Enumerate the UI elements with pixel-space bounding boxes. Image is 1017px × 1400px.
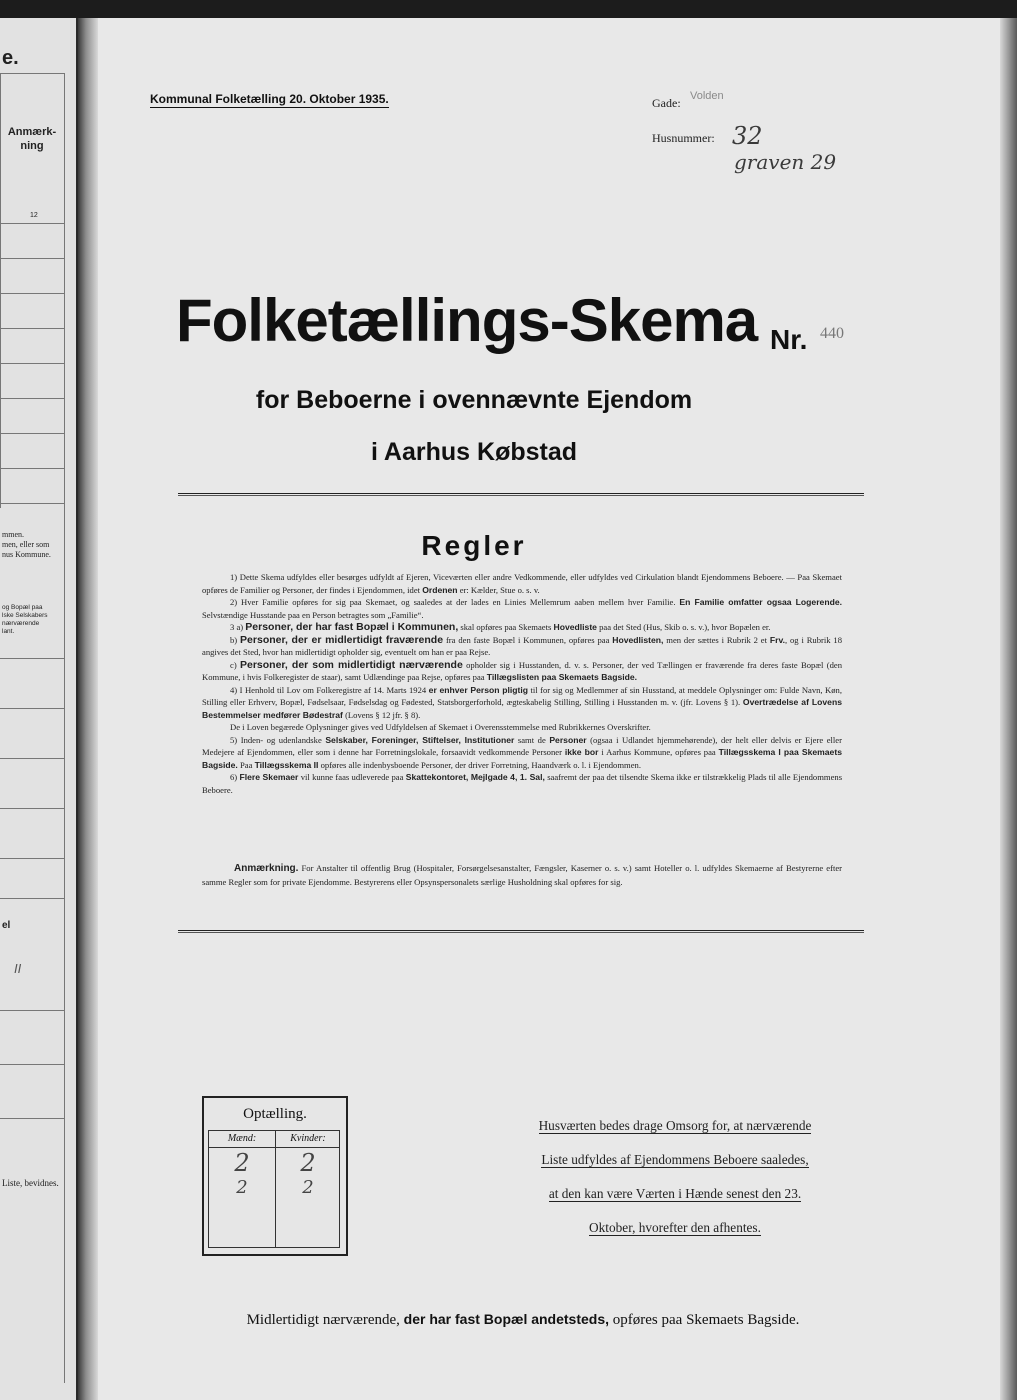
- divider: [0, 1064, 64, 1065]
- divider: [0, 328, 64, 329]
- form-subtitle: for Beboerne i ovennævnte Ejendom: [255, 386, 693, 414]
- divider: [0, 758, 64, 759]
- facing-page-column-header: Anmærk- ning: [7, 126, 57, 152]
- divider: [209, 1147, 339, 1148]
- divider: [0, 1118, 64, 1119]
- rule-2: 2) Hver Familie opføres for sig paa Skemaet, og saaledes at der lades en Linies Mellemrum aaben mellem hver Familie. En Familie omfatter ogsaa Logerende. Selvstændige Husstande paa en Person betragtes som „Familie“.: [202, 597, 842, 620]
- women-count-check: 2: [302, 1177, 314, 1198]
- rules-heading: Regler: [421, 530, 527, 561]
- facing-page-column-number: 12: [30, 212, 38, 219]
- men-count: 2: [234, 1149, 250, 1177]
- census-form-page: [98, 18, 1000, 1400]
- landlord-notice: [502, 1115, 848, 1251]
- divider: [0, 293, 64, 294]
- book-gutter: [78, 18, 98, 1400]
- street-label: Gade:: [652, 96, 681, 110]
- street-value: Volden: [690, 90, 724, 102]
- rule-1: 1) Dette Skema udfyldes eller besørges udfyldt af Ejeren, Viceværten eller andre Vedkommende, eller udfyldes ved Cirkulation blandt Ejendommens Beboere. — Paa Skemaet opføres de Familier og Personer, der findes i Ejendommen, idet Ordenen er: Kælder, Stue o. s. v.: [202, 572, 842, 595]
- form-title: Folketællings-Skema: [176, 287, 758, 354]
- annotation-label: Anmærkning.: [234, 863, 299, 874]
- annotation-text: For Anstalter til offentlig Brug (Hospitaler, Forsørgelsesanstalter, Fængsler, Kaserner o. s. v.) samt Hoteller o. l. udfyldes Skemaerne af Bestyrerne efter samme Regler som for private Ejendomme. Bestyrerens eller Opsynspersonalets særlige Husholdning skal opføres for sig.: [202, 863, 843, 887]
- rule-5: 5) Inden- og udenlandske Selskaber, Foreninger, Stiftelser, Institutioner samt de Personer (ogsaa i Udlandet hjemmehørende), der helt eller delvis er Ejere eller Medejere af Ejendommen, eller som i denne har Forretningslokale, forsaavidt vedkommende Personer ikke bor i Aarhus Kommune, opføres paa Tillægsskema I paa Skemaets Bagside. Paa Tillægsskema II opføres alle indenbysboende Personer, der driver Forretning, Haandværk o. l. i Ejendommen.: [202, 734, 842, 770]
- form-subtitle-city: i Aarhus Købstad: [370, 438, 578, 466]
- divider: [0, 258, 64, 259]
- census-header-title: Kommunal Folketælling 20. Oktober 1935.: [150, 92, 389, 106]
- form-number-value: 440: [820, 325, 844, 342]
- divider: [64, 73, 65, 1383]
- rules-text: [202, 571, 842, 796]
- women-label: Kvinder:: [290, 1133, 326, 1144]
- men-label: Mænd:: [227, 1133, 257, 1144]
- facing-page-text: Liste, bevidnes.: [2, 1178, 59, 1188]
- divider: [0, 898, 64, 899]
- house-number-label: Husnummer:: [652, 131, 715, 145]
- footer-instruction: Midlertidigt nærværende, der har fast Bopæl andetsteds, opføres paa Skemaets Bagside.: [246, 1311, 800, 1328]
- form-number-label: Nr.: [770, 324, 808, 355]
- divider: [0, 808, 64, 809]
- facing-page-fragment: [0, 18, 78, 1400]
- page-edge: [1000, 18, 1017, 1400]
- rule-3b: b) Personer, der er midlertidigt fraværende fra den faste Bopæl i Kommunen, opføres paa Hovedlisten, men der sættes i Rubrik 2 et Frv., og i Rubrik 18 angives det Sted, hvor han midlertidigt opholder sig, eventuelt om han er paa Rejse.: [202, 633, 843, 657]
- divider: [178, 493, 864, 496]
- divider: [0, 73, 64, 74]
- house-number-note: graven 29: [734, 150, 837, 174]
- facing-page-text: el: [2, 920, 11, 931]
- rule-4-note: De i Loven begærede Oplysninger gives ved Udfyldelsen af Skemaet i Overensstemmelse med Rubrikkernes Overskrifter.: [230, 722, 651, 732]
- house-number-value: 32: [732, 122, 763, 150]
- divider: [0, 1010, 64, 1011]
- women-count: 2: [300, 1149, 316, 1177]
- divider: [0, 433, 64, 434]
- notice-line: Husværten bedes drage Omsorg for, at nærværende: [538, 1118, 812, 1133]
- divider: [0, 398, 64, 399]
- rule-4: 4) I Henhold til Lov om Folkeregistre af 14. Marts 1924 er enhver Person pligtig til for sig og Medlemmer af sin Husstand, at meddele Oplysninger om: Fulde Navn, Køn, Stilling eller Erhverv, Bopæl, Fødselsaar, Fødselsdag og Fødested, Statsborgerforhold, ægteskabelig Stilling, Stilling i Husstanden m. v. (jfr. Lovens § 1). Overtrædelse af Lovens Bestemmelser medfører Bødestraf (Lovens § 12 jfr. § 8).: [202, 684, 842, 720]
- divider: [0, 708, 64, 709]
- notice-line: Oktober, hvorefter den afhentes.: [589, 1220, 761, 1235]
- divider: [0, 503, 64, 504]
- divider: [0, 363, 64, 364]
- divider: [0, 858, 64, 859]
- facing-page-handwriting: II: [14, 961, 22, 976]
- rule-3c: c) Personer, der som midlertidigt nærværende opholder sig i Husstanden, d. v. s. Personer, der ved Tællingen er fraværende fra deres faste Bopæl (den Kommune, i hvis Folkeregister de staar), samt Udlændinge paa Rejse, opføres paa Tillægslisten paa Skemaets Bagside.: [202, 658, 842, 682]
- notice-line: at den kan være Værten i Hænde senest den 23.: [548, 1186, 802, 1201]
- rule-6: 6) Flere Skemaer vil kunne faas udleverede paa Skattekontoret, Mejlgade 4, 1. Sal, saafremt der paa det tilsendte Skema ikke er tilstrækkelig Plads til alle Ejendommens Beboere.: [202, 772, 843, 795]
- divider: [0, 73, 1, 508]
- divider: [0, 658, 64, 659]
- men-count-check: 2: [236, 1177, 248, 1198]
- divider: [0, 223, 64, 224]
- facing-page-text: og Bopæl paa lske Selskabers nærværende lant.: [2, 604, 48, 636]
- divider: [0, 468, 64, 469]
- rule-3a: 3 a) Personer, der har fast Bopæl i Kommunen, skal opføres paa Skemaets Hovedliste paa det Sted (Hus, Skib o. s. v.), hvor Bopælen er.: [230, 621, 771, 633]
- notice-line: Liste udfyldes af Ejendommens Beboere saaledes,: [541, 1152, 809, 1167]
- count-table: [208, 1130, 340, 1248]
- divider: [178, 930, 864, 933]
- facing-page-column-letter: e.: [2, 47, 19, 69]
- count-box-title: Optælling.: [243, 1106, 307, 1122]
- facing-page-text: mmen. men, eller som nus Kommune.: [2, 530, 51, 559]
- annotation-note: [202, 862, 842, 888]
- count-box: [202, 1096, 348, 1256]
